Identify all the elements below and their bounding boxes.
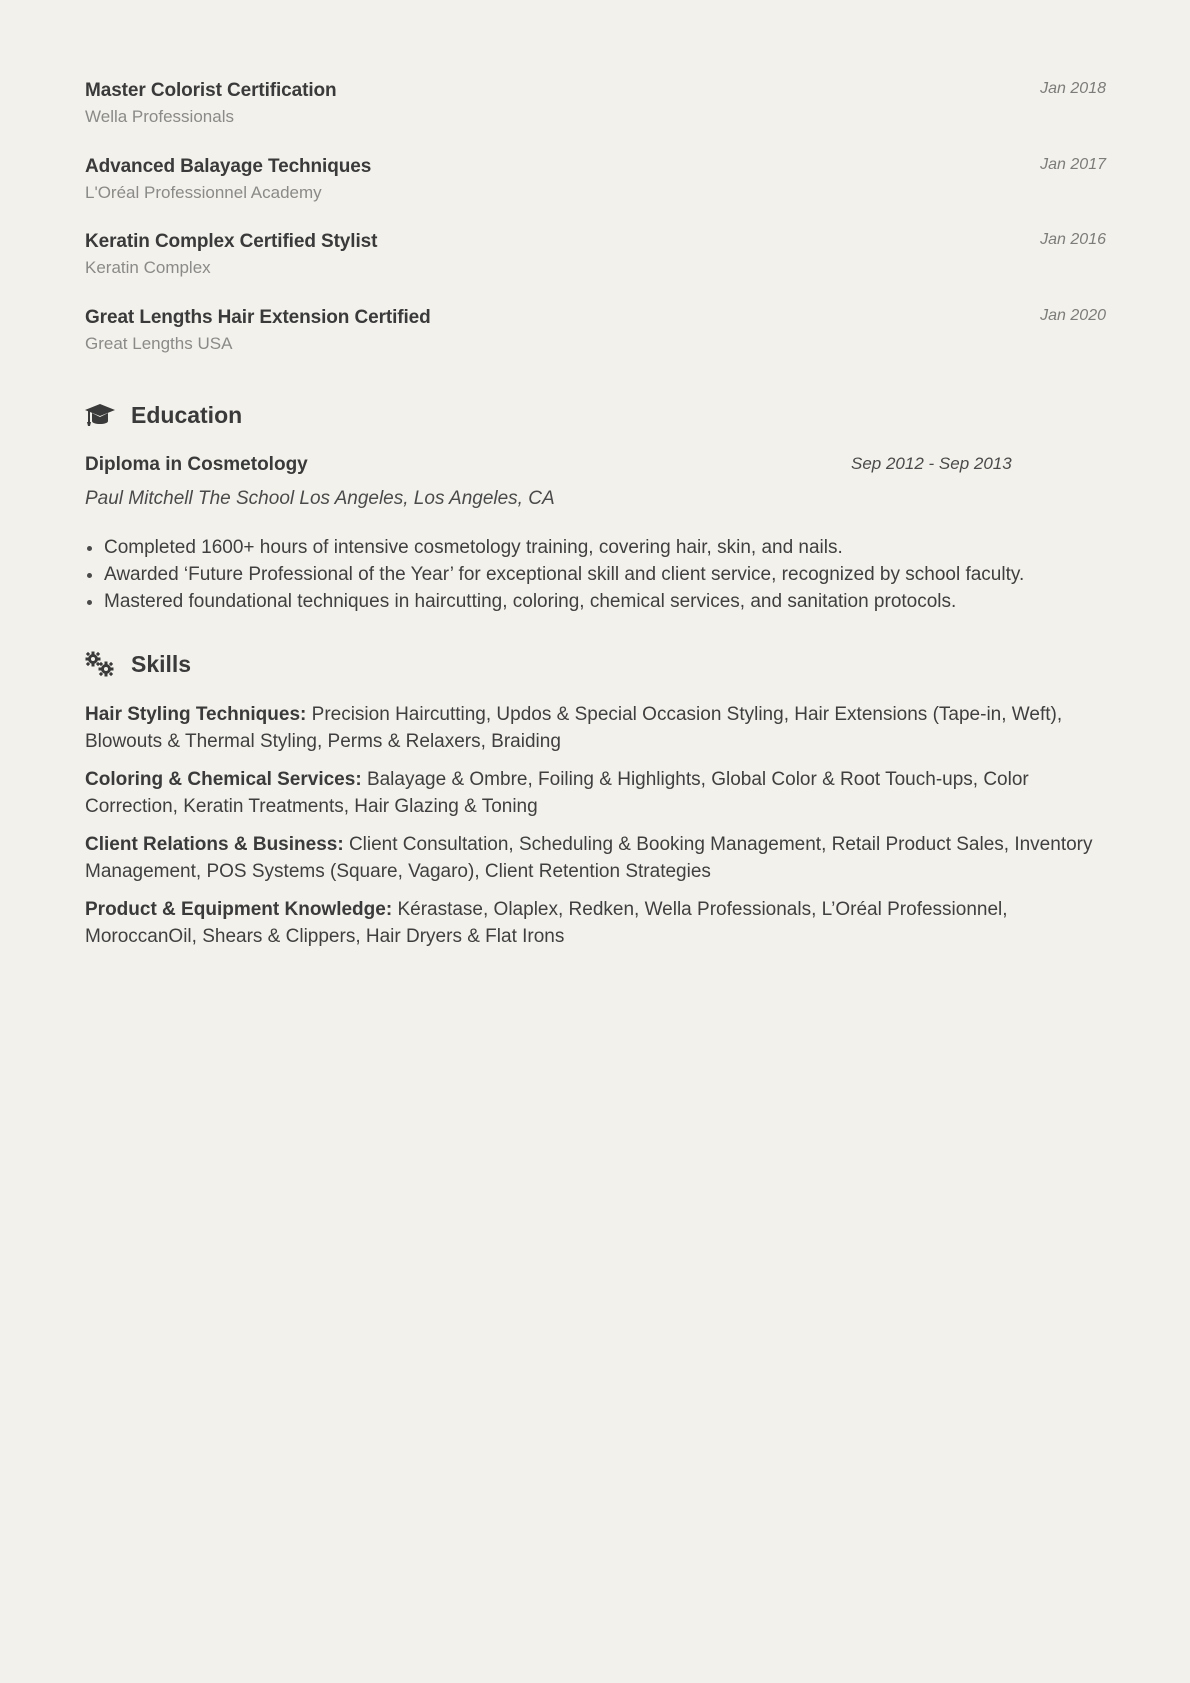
certification-item <box>85 80 1106 136</box>
skill-group <box>85 896 1106 950</box>
certification-issuer: Wella Professionals <box>85 107 234 126</box>
list-item: Completed 1600+ hours of intensive cosmetology training, covering hair, skin, and nails. <box>85 534 1106 561</box>
certification-title: Great Lengths Hair Extension Certified <box>85 307 431 328</box>
certification-issuer: Great Lengths USA <box>85 334 233 353</box>
certification-date: Jan 2018 <box>1040 80 1106 97</box>
education-bullets <box>85 534 1106 615</box>
skill-group-label: Client Relations & Business: <box>85 834 344 855</box>
education-degree: Diploma in Cosmetology <box>85 454 308 475</box>
skill-group-items: Precision Haircutting, Updos & Special Occasion Styling, Hair Extensions (Tape-in, Weft), Blowouts & Thermal Styling, Perms & Relaxers, Braiding <box>85 704 1063 752</box>
skills-list <box>85 701 1106 961</box>
skill-group <box>85 701 1106 755</box>
skill-group-items: Client Consultation, Scheduling & Booking Management, Retail Product Sales, Inventory Management, POS Systems (Square, Vagaro), Client Retention Strategies <box>85 834 1093 882</box>
certification-item <box>85 307 1106 363</box>
certification-date: Jan 2017 <box>1040 156 1106 173</box>
skill-group-label: Hair Styling Techniques: <box>85 704 307 725</box>
skill-group <box>85 831 1106 885</box>
skill-group-label: Coloring & Chemical Services: <box>85 769 362 790</box>
skill-group <box>85 766 1106 820</box>
graduation-cap-icon <box>85 402 115 428</box>
education-dates: Sep 2012 - Sep 2013 <box>851 454 1012 473</box>
skill-group-label: Product & Equipment Knowledge: <box>85 899 393 920</box>
list-item: Mastered foundational techniques in haircutting, coloring, chemical services, and sanitation protocols. <box>85 588 1106 615</box>
certification-date: Jan 2020 <box>1040 307 1106 324</box>
certification-item <box>85 231 1106 287</box>
certification-issuer: Keratin Complex <box>85 258 211 277</box>
section-title: Skills <box>131 650 192 677</box>
education-section-header <box>85 399 242 431</box>
list-item: Awarded ‘Future Professional of the Year’ for exceptional skill and client service, recognized by school faculty. <box>85 561 1106 588</box>
section-title: Education <box>131 401 243 428</box>
skills-section-header <box>85 648 191 680</box>
certification-item <box>85 156 1106 212</box>
certification-title: Master Colorist Certification <box>85 80 337 101</box>
skill-group-items: Kérastase, Olaplex, Redken, Wella Professionals, L’Oréal Professionnel, MoroccanOil, Shears & Clippers, Hair Dryers & Flat Irons <box>85 899 1008 947</box>
gears-icon <box>85 651 115 677</box>
skill-group-items: Balayage & Ombre, Foiling & Highlights, Global Color & Root Touch-ups, Color Correction, Keratin Treatments, Hair Glazing & Toning <box>85 769 1029 817</box>
education-school: Paul Mitchell The School Los Angeles, Los Angeles, CA <box>85 488 555 509</box>
certification-date: Jan 2016 <box>1040 231 1106 248</box>
certification-issuer: L'Oréal Professionnel Academy <box>85 183 322 202</box>
certification-title: Advanced Balayage Techniques <box>85 156 372 177</box>
certification-title: Keratin Complex Certified Stylist <box>85 231 378 252</box>
